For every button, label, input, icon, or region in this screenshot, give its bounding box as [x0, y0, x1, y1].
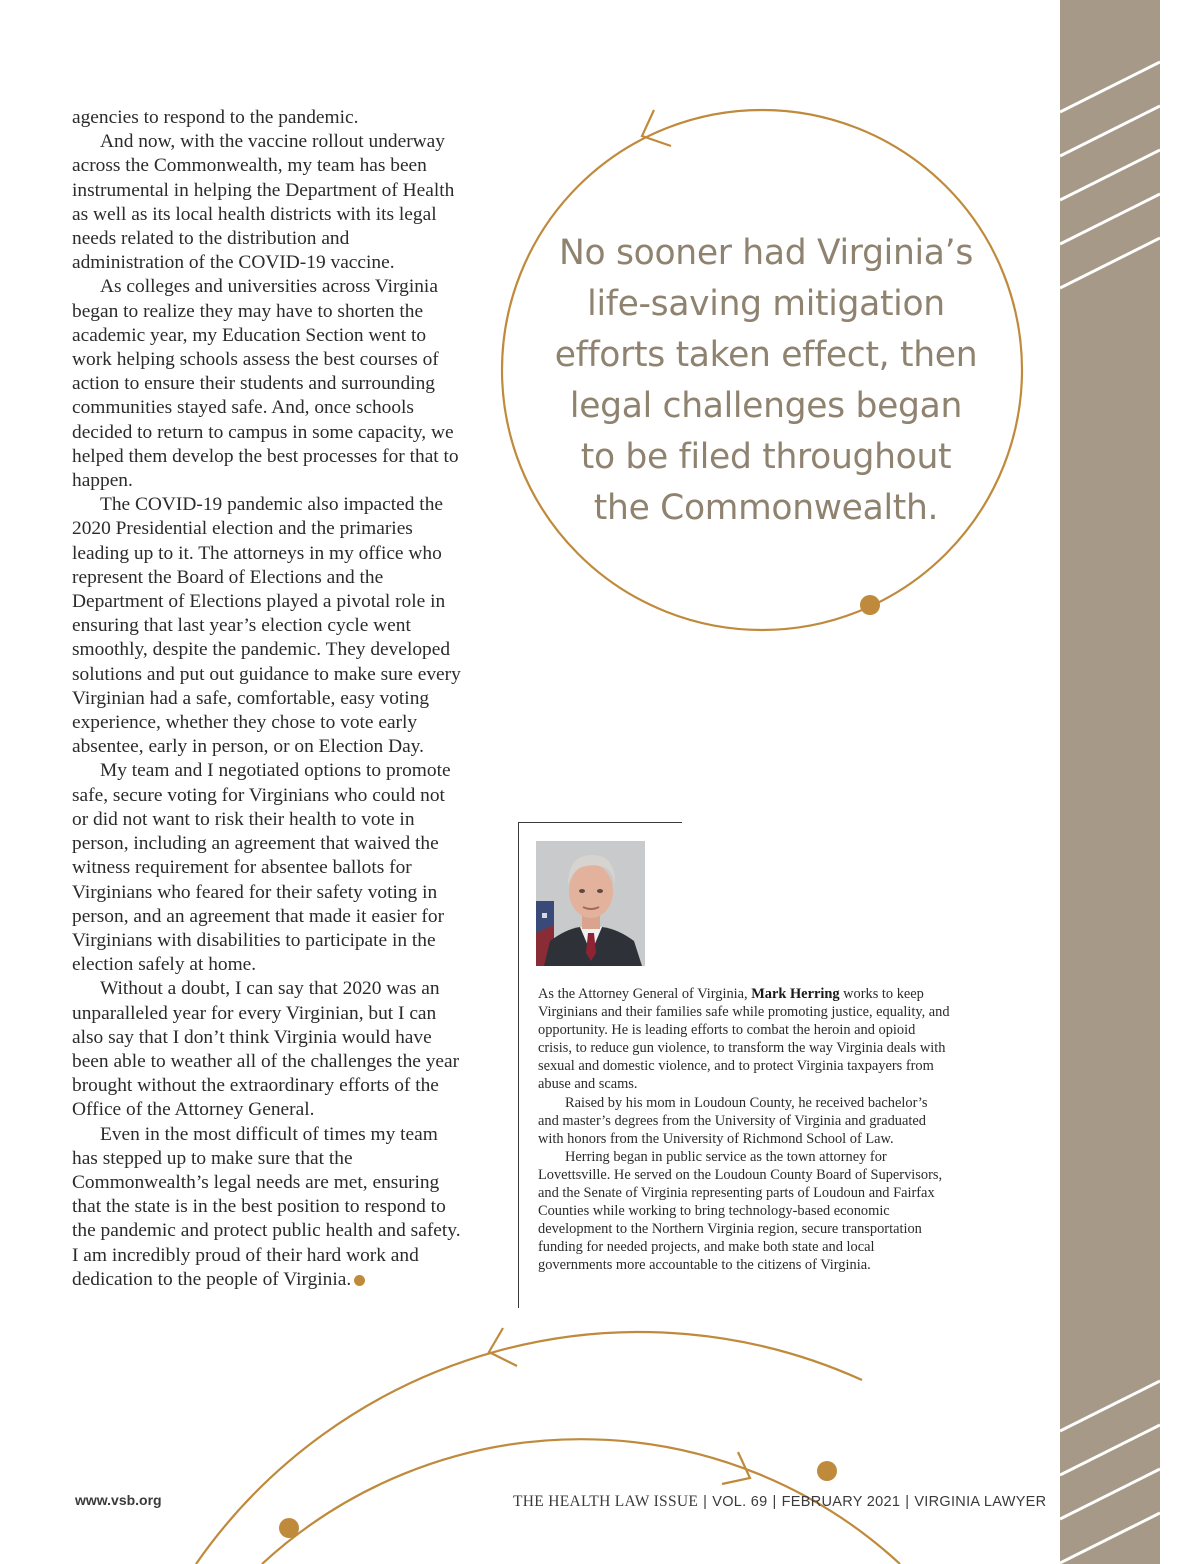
- author-name: Mark Herring: [751, 986, 840, 1002]
- bio-paragraph: Raised by his mom in Loudoun County, he received bachelor’s and master’s degrees from the University of Virginia and graduated with honors from the University of Richmond School of Law.: [538, 1094, 928, 1147]
- body-paragraph: And now, with the vaccine rollout underway across the Commonwealth, my team has been instrumental in helping the Department of Health as well as its local health districts with its legal needs related to the distribution and administration of the COVID-19 vaccine.: [72, 131, 455, 274]
- lower-arc-arrow-2-icon: [722, 1452, 750, 1484]
- footer-masthead: [513, 1493, 1047, 1511]
- body-paragraph: Without a doubt, I can say that 2020 was an unparalleled year for every Virginian, but I can also say that I don’t think Virginia would have been able to weather all of the challenges the year brought without the extraordinary efforts of the Office of the Attorney General.: [72, 978, 460, 1121]
- bio-intro-text: As the Attorney General of Virginia,: [538, 986, 752, 1002]
- footer-date: FEBRUARY 2021: [781, 1494, 901, 1510]
- pull-quote-line: No sooner had Virginia’s: [558, 233, 973, 273]
- pull-quote-line: efforts taken effect, then: [554, 335, 978, 375]
- footer-separator: |: [703, 1494, 708, 1510]
- bio-intro-text-cont: works to keep Virginians and their families safe while promoting justice, equality, and opportunity. He is leading efforts to combat the heroin and opioid crisis, to reduce gun violence, to transform the way Virginia deals with sexual and domestic violence, and to protect Virginia taxpayers from abuse and scams.: [538, 986, 950, 1093]
- article-body: [72, 106, 464, 1292]
- pull-quote-line: the Commonwealth.: [593, 488, 939, 528]
- body-paragraph-text: Even in the most difficult of times my team has stepped up to make sure that the Commonwealth’s legal needs are met, ensuring that the state is in the best position to respond to the pandemic and protect public health and safety. I am incredibly proud of their hard work and dedication to the people of Virginia.: [72, 1123, 461, 1290]
- author-portrait: [536, 841, 645, 966]
- body-paragraph: The COVID-19 pandemic also impacted the 2020 Presidential election and the primaries leading up to it. The attorneys in my office who represent the Board of Elections and the Department of Elections played a pivotal role in ensuring that last year’s election cycle went smoothly, despite the pandemic. They developed solutions and put out guidance to make sure every Virginian had a safe, comfortable, easy voting experience, whether they chose to vote early absentee, early in person, or on Election Day.: [72, 494, 461, 758]
- lower-arc-dot-right: [817, 1461, 837, 1481]
- pull-quote-line: life-saving mitigation: [587, 284, 945, 324]
- body-paragraph: agencies to respond to the pandemic.: [72, 107, 359, 128]
- footer-volume: VOL. 69: [712, 1494, 768, 1510]
- pull-quote: [548, 228, 984, 534]
- footer-publication: VIRGINIA LAWYER: [914, 1494, 1047, 1510]
- lower-arc-dot-left: [279, 1518, 299, 1538]
- footer-separator: |: [772, 1494, 777, 1510]
- bio-paragraph: [538, 985, 950, 1094]
- footer-issue: THE HEALTH LAW ISSUE: [513, 1493, 699, 1510]
- pull-quote-line: to be filed throughout: [580, 437, 952, 477]
- pull-quote-line: legal challenges began: [569, 386, 963, 426]
- bio-divider-vertical: [518, 822, 519, 1308]
- quote-circle-dot: [860, 595, 880, 615]
- bio-divider-horizontal: [518, 822, 682, 823]
- body-paragraph: My team and I negotiated options to promote safe, secure voting for Virginians who could not or did not want to risk their health to vote in person, including an agreement that waived the witness requirement for absentee ballots for Virginians who feared for their safety voting in person, and an agreement that made it easier for Virginians with disabilities to participate in the election safely at home.: [72, 760, 451, 976]
- footer-website: www.vsb.org: [75, 1492, 162, 1508]
- end-mark-icon: [354, 1275, 365, 1286]
- body-paragraph-last: [72, 1123, 464, 1292]
- footer-separator: |: [905, 1494, 910, 1510]
- author-bio: [538, 985, 950, 1275]
- bio-paragraph: Herring began in public service as the town attorney for Lovettsville. He served on the Loudoun County Board of Supervisors, and the Senate of Virginia representing parts of Loudoun and Fairfax Counties while working to bring technology-based economic development to the Northern Virginia region, secure transportation funding for needed projects, and make both state and local governments more accountable to the citizens of Virginia.: [538, 1148, 943, 1274]
- body-paragraph: As colleges and universities across Virginia began to realize they may have to shorten the academic year, my Education Section went to work helping schools assess the best courses of action to ensure their students and surrounding communities stayed safe. And, once schools decided to return to campus in some capacity, we helped them develop the best processes for that to happen.: [72, 276, 459, 492]
